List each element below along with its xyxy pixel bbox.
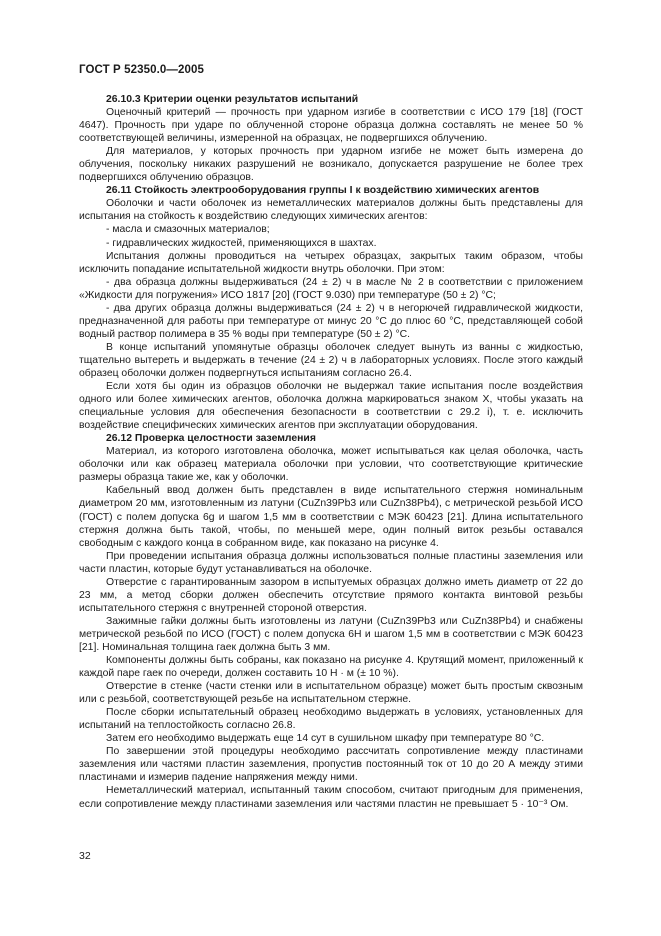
- paragraph: При проведении испытания образца должны использоваться полные пластины заземления или части пластин, которые будут устанавливаться на оболочке.: [79, 550, 583, 575]
- paragraph: Испытания должны проводиться на четырех образцах, закрытых таким образом, чтобы исключить попадание испытательной жидкости внутрь оболочки. При этом:: [79, 250, 583, 275]
- paragraph: Для материалов, у которых прочность при ударном изгибе не может быть измерена до облучения, поскольку никаких разрушений не возникало, допускается разрушение не более трех подвергшихся облучению образцов.: [79, 146, 583, 184]
- document-body: [79, 93, 583, 811]
- paragraph: Материал, из которого изготовлена оболочка, может испытываться как целая оболочка, часть оболочки или как образец материала оболочки при условии, что соответствующие критические размеры образца такие же, как у оболочки.: [79, 446, 583, 484]
- list-item: - гидравлических жидкостей, применяющихся в шахтах.: [106, 237, 377, 249]
- paragraph: Если хотя бы один из образцов оболочки не выдержал такие испытания после воздействия одного или более химических агентов, оболочка должна маркироваться знаком X, чтобы указать на специальные условия для обеспечения безопасности в соответствии с 29.2 i), т. е. исключить воздействие специфических химических агентов при эксплуатации оборудования.: [79, 381, 583, 432]
- section-heading-26-11: 26.11 Стойкость электрооборудования группы I к воздействию химических агентов: [106, 185, 540, 197]
- page-number: 32: [79, 850, 91, 862]
- paragraph: Кабельный ввод должен быть представлен в виде испытательного стержня номинальным диаметром 20 мм, изготовленным из латуни (CuZn39Pb3 или CuZn38Pb4), с метрической резьбой ИСО (ГОСТ) с полем допуска 6g и шагом 1,5 мм в соответствии с МЭК 60423 [21]. Длина испытательного стержня должна быть такой, чтобы, по меньшей мере, один полный виток резьбы оставался свободным с каждого конца в собранном виде, как показано на рисунке 4.: [79, 485, 583, 549]
- section-heading-26-10-3: 26.10.3 Критерии оценки результатов испытаний: [106, 94, 359, 105]
- paragraph: В конце испытаний упомянутые образцы оболочек следует вынуть из ванны с жидкостью, тщательно вытереть и выдержать в течение (24 ± 2) ч в лабораторных условиях. После этого каждый образец оболочки должен подвергнуться испытаниям согласно 26.4.: [79, 341, 583, 379]
- standard-code: ГОСТ Р 52350.0—2005: [79, 64, 204, 76]
- paragraph: Отверстие в стенке (части стенки или в испытательном образце) может быть простым сквозным или с резьбой, соответствующей резьбе на испытательном стержне.: [79, 681, 583, 706]
- list-item: - масла и смазочных материалов;: [106, 224, 270, 236]
- section-heading-26-12: 26.12 Проверка целостности заземления: [106, 433, 316, 445]
- paragraph: Зажимные гайки должны быть изготовлены из латуни (CuZn39Pb3 или CuZn38Pb4) и снабжены метрической резьбой по ИСО (ГОСТ) с полем допуска 6H и шагом 1,5 мм в соответствии с МЭК 60423 [21]. Номинальная толщина гаек должна быть 3 мм.: [79, 615, 583, 653]
- list-item: - два других образца должны выдерживаться (24 ± 2) ч в негорючей гидравлической жидкости, предназначенной для работы при температуре от минус 20 °С до плюс 60 °С, представляющей собой водный раствор полимера в 35 % воды при температуре (50 ± 2) °С.: [79, 302, 583, 340]
- paragraph: Компоненты должны быть собраны, как показано на рисунке 4. Крутящий момент, приложенный к каждой паре гаек по очереди, должен составить 10 Н · м (± 10 %).: [79, 655, 583, 680]
- paragraph: Затем его необходимо выдержать еще 14 сут в сушильном шкафу при температуре 80 °С.: [106, 733, 545, 745]
- paragraph: После сборки испытательный образец необходимо выдержать в условиях, установленных для испытаний на теплостойкость согласно 26.8.: [79, 707, 583, 732]
- paragraph: По завершении этой процедуры необходимо рассчитать сопротивление между пластинами заземления или частями пластин заземления, пропустив постоянный ток от 10 до 20 А между этими пластинами и измерив падение напряжения между ними.: [79, 746, 583, 784]
- list-item: - два образца должны выдерживаться (24 ± 2) ч в масле № 2 в соответствии с приложением «Жидкости для погружения» ИСО 1817 [20] (ГОСТ 9.030) при температуре (50 ± 2) °С;: [79, 276, 583, 301]
- paragraph: Отверстие с гарантированным зазором в испытуемых образцах должно иметь диаметр от 22 до 23 мм, а метод сборки должен обеспечить отсутствие прямого контакта винтовой резьбы испытательного стержня с внутренней стороной отверстия.: [79, 576, 583, 614]
- paragraph: Оценочный критерий — прочность при ударном изгибе в соответствии с ИСО 179 [18] (ГОСТ 4647). Прочность при ударе по облученной стороне образца должна составлять не менее 50 % соответствующей величины, измеренной на образцах, не подвергшихся облучению.: [79, 107, 583, 145]
- paragraph: Неметаллический материал, испытанный таким способом, считают пригодным для применения, если сопротивление между пластинами заземления или частями пластин не превышает 5 · 10⁻³ Ом.: [79, 785, 583, 810]
- paragraph: Оболочки и части оболочек из неметаллических материалов должны быть представлены для испытания на стойкость к воздействию следующих химических агентов:: [79, 198, 583, 223]
